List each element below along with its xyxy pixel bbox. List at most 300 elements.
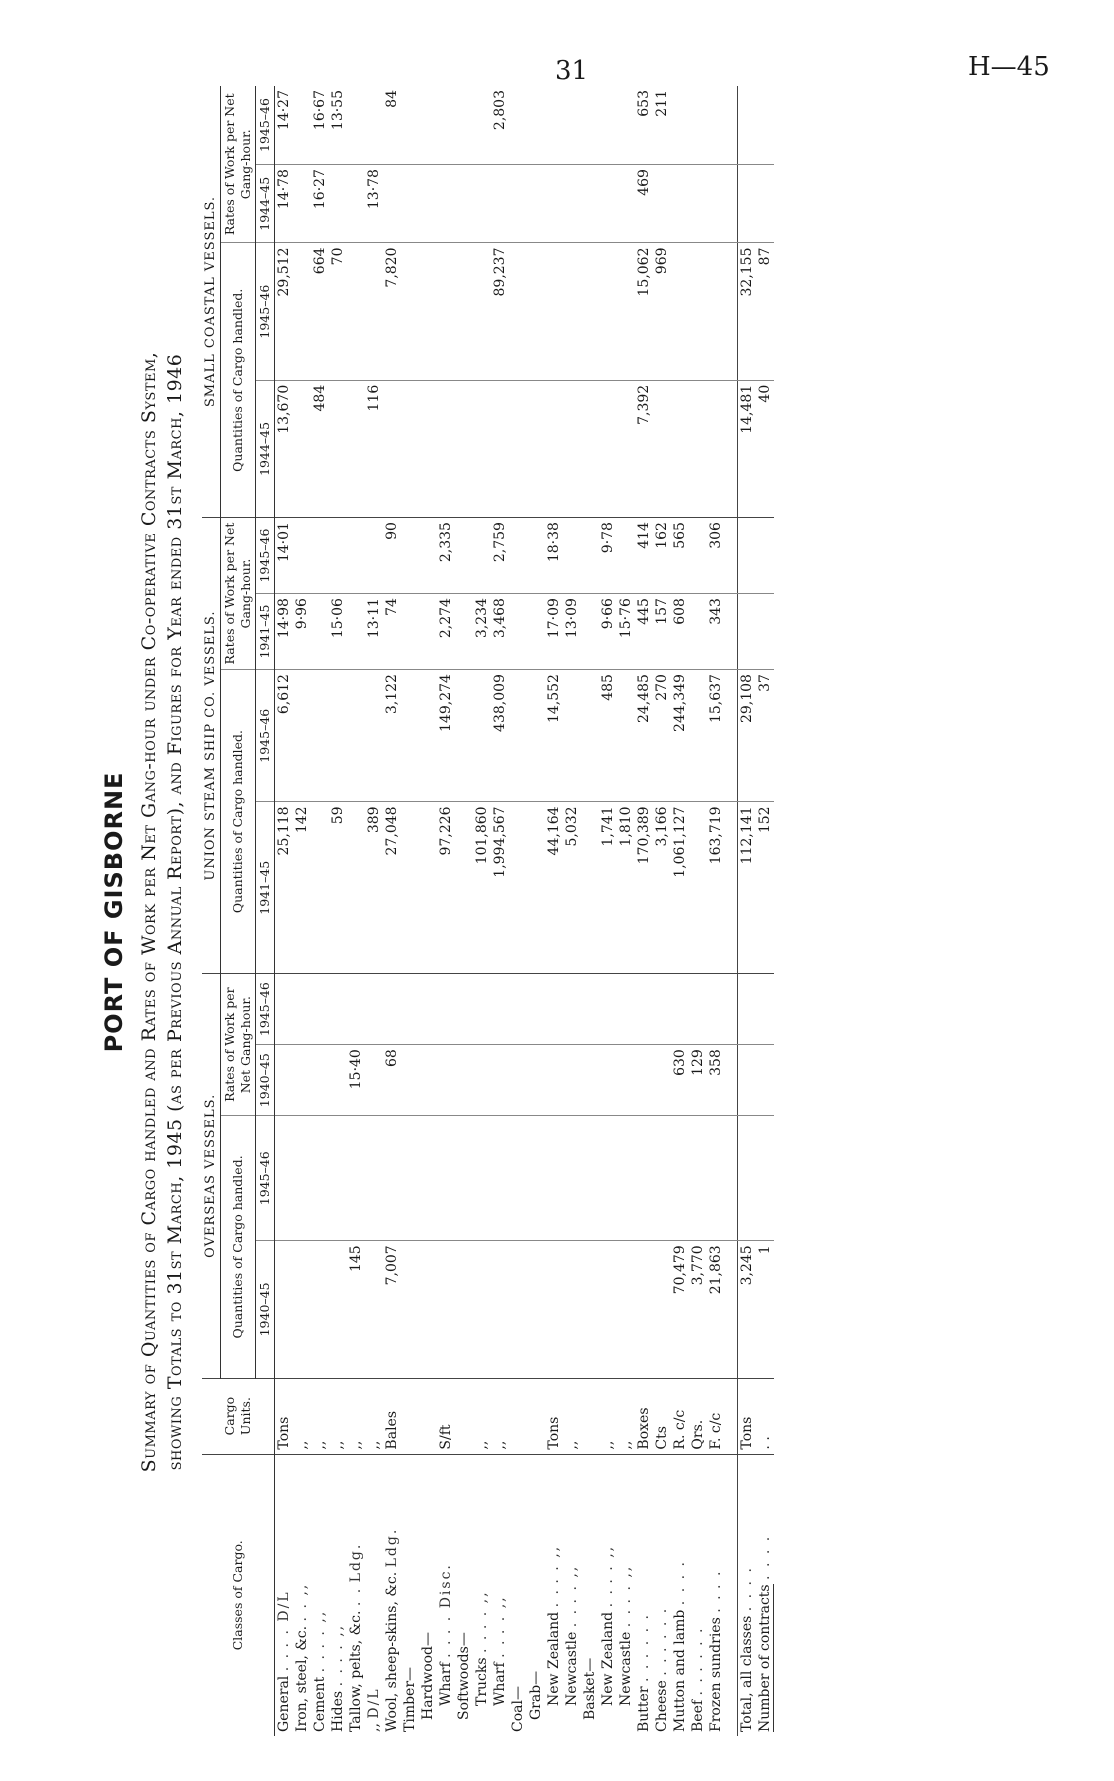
- value-cell: [563, 518, 581, 594]
- handling-mode: . . ,,: [474, 1590, 490, 1630]
- header-year: 1945–46: [256, 974, 275, 1045]
- value-cell: 18·38: [545, 518, 563, 594]
- leader-dots: . .: [276, 1651, 292, 1672]
- value-cell: [671, 1116, 689, 1241]
- value-cell: [689, 1116, 707, 1241]
- value-cell: [671, 165, 689, 243]
- cargo-unit: [581, 1378, 599, 1454]
- cargo-class-cell: [545, 1454, 563, 1736]
- cargo-unit: S/ft: [437, 1378, 455, 1454]
- table-row: [473, 86, 491, 1736]
- cargo-class-cell: [383, 1454, 401, 1736]
- value-cell: [563, 1045, 581, 1116]
- cargo-class-label: Total, all classes: [739, 1615, 755, 1732]
- value-cell: 37: [756, 670, 774, 802]
- cargo-class-label: Wool, sheep-skins, &c.: [384, 1571, 400, 1732]
- value-cell: [347, 1116, 365, 1241]
- table-row: [383, 86, 401, 1736]
- cargo-class-cell: [635, 1454, 653, 1736]
- cargo-unit: ,,: [365, 1378, 383, 1454]
- cargo-unit: Boxes: [635, 1378, 653, 1454]
- value-cell: [401, 594, 419, 670]
- header-year: 1945–46: [256, 1116, 275, 1241]
- cargo-class-cell: [509, 1454, 527, 1736]
- value-cell: [581, 670, 599, 802]
- value-cell: [509, 670, 527, 802]
- cargo-class-label: Cheese: [654, 1680, 670, 1732]
- table-row: [689, 86, 707, 1736]
- table-row: [756, 86, 774, 1736]
- value-cell: 116: [365, 380, 383, 517]
- value-cell: [347, 802, 365, 974]
- value-cell: 129: [689, 1045, 707, 1116]
- value-cell: 14·27: [275, 86, 294, 165]
- value-cell: [689, 243, 707, 380]
- value-cell: [545, 380, 563, 517]
- value-cell: [756, 594, 774, 670]
- value-cell: 17·09: [545, 594, 563, 670]
- cargo-class-cell: [738, 1454, 757, 1736]
- value-cell: [581, 243, 599, 380]
- value-cell: 27,048: [383, 802, 401, 974]
- value-cell: [401, 1045, 419, 1116]
- value-cell: [689, 380, 707, 517]
- value-cell: 74: [383, 594, 401, 670]
- value-cell: [473, 974, 491, 1045]
- value-cell: [707, 380, 725, 517]
- value-cell: [365, 670, 383, 802]
- cargo-class-cell: [437, 1454, 455, 1736]
- value-cell: [455, 380, 473, 517]
- header-year: 1945–46: [256, 518, 275, 594]
- value-cell: 3,234: [473, 594, 491, 670]
- value-cell: [293, 974, 311, 1045]
- value-cell: [653, 380, 671, 517]
- table-row: [653, 86, 671, 1736]
- value-cell: [401, 670, 419, 802]
- handling-mode: . .: [708, 1569, 724, 1589]
- value-cell: 44,164: [545, 802, 563, 974]
- value-cell: [347, 974, 365, 1045]
- value-cell: 3,122: [383, 670, 401, 802]
- value-cell: [738, 594, 757, 670]
- value-cell: [401, 802, 419, 974]
- value-cell: [437, 243, 455, 380]
- cargo-unit: ,,: [347, 1378, 365, 1454]
- value-cell: [689, 86, 707, 165]
- value-cell: 664: [311, 243, 329, 380]
- cargo-class-label: Tallow, pelts, &c.: [348, 1610, 364, 1732]
- table-row: [311, 86, 329, 1736]
- value-cell: [581, 165, 599, 243]
- value-cell: 90: [383, 518, 401, 594]
- handling-mode: . . Disc.: [438, 1563, 454, 1635]
- header-year: 1941–45: [256, 802, 275, 974]
- value-cell: 630: [671, 1045, 689, 1116]
- value-cell: 13,670: [275, 380, 294, 517]
- value-cell: [293, 165, 311, 243]
- rotated-table-region: [100, 82, 1060, 1742]
- cargo-summary-table: [202, 86, 774, 1736]
- value-cell: 2,335: [437, 518, 455, 594]
- handling-mode: . . . .: [654, 1606, 670, 1652]
- cargo-class-label: Hardwood—: [420, 1631, 436, 1720]
- value-cell: 3,166: [653, 802, 671, 974]
- table-row: [545, 86, 563, 1736]
- value-cell: [329, 518, 347, 594]
- cargo-class-cell: [293, 1454, 311, 1736]
- cargo-class-cell: [275, 1454, 294, 1736]
- value-cell: 70,479: [671, 1241, 689, 1378]
- value-cell: [563, 1241, 581, 1378]
- value-cell: [347, 518, 365, 594]
- value-cell: [635, 1116, 653, 1241]
- header-year: 1940–45: [256, 1241, 275, 1378]
- value-cell: [581, 86, 599, 165]
- table-row: [437, 86, 455, 1736]
- value-cell: [455, 670, 473, 802]
- value-cell: [455, 518, 473, 594]
- value-cell: [473, 1116, 491, 1241]
- value-cell: [437, 1241, 455, 1378]
- value-cell: 14·78: [275, 165, 294, 243]
- value-cell: [617, 165, 635, 243]
- value-cell: 2,274: [437, 594, 455, 670]
- cargo-class-label: Wharf: [438, 1662, 454, 1706]
- value-cell: [437, 165, 455, 243]
- value-cell: 484: [311, 380, 329, 517]
- value-cell: [329, 974, 347, 1045]
- value-cell: [311, 1045, 329, 1116]
- table-row: [617, 86, 635, 1736]
- table-row: [581, 86, 599, 1736]
- value-cell: 3,245: [738, 1241, 757, 1378]
- table-row: [527, 86, 545, 1736]
- value-cell: [689, 594, 707, 670]
- leader-dots: . .: [492, 1638, 508, 1658]
- table-row: [599, 86, 617, 1736]
- value-cell: 24,485: [635, 670, 653, 802]
- value-cell: 14·01: [275, 518, 294, 594]
- value-cell: [527, 802, 545, 974]
- value-cell: 3,770: [689, 1241, 707, 1378]
- value-cell: 1,810: [617, 802, 635, 974]
- header-rate: Rates of Work per Net Gang-hour.: [221, 518, 256, 670]
- value-cell: [689, 165, 707, 243]
- value-cell: [509, 380, 527, 517]
- value-cell: [707, 974, 725, 1045]
- value-cell: [599, 380, 617, 517]
- value-cell: [563, 165, 581, 243]
- value-cell: [329, 1045, 347, 1116]
- cargo-class-cell: [671, 1454, 689, 1736]
- value-cell: [437, 86, 455, 165]
- cargo-unit: ,,: [617, 1378, 635, 1454]
- value-cell: 1,741: [599, 802, 617, 974]
- value-cell: [473, 380, 491, 517]
- value-cell: [563, 1116, 581, 1241]
- value-cell: [365, 1045, 383, 1116]
- cargo-class-label: Cement: [312, 1676, 328, 1732]
- value-cell: [293, 1045, 311, 1116]
- value-cell: [329, 670, 347, 802]
- leader-dots: . .: [690, 1676, 706, 1696]
- value-cell: 358: [707, 1045, 725, 1116]
- header-qty: Quantities of Cargo handled.: [221, 670, 256, 974]
- value-cell: 162: [653, 518, 671, 594]
- value-cell: [437, 1116, 455, 1241]
- value-cell: 40: [756, 380, 774, 517]
- value-cell: [599, 1241, 617, 1378]
- value-cell: [738, 165, 757, 243]
- header-year: 1944–45: [256, 165, 275, 243]
- table-row: [293, 86, 311, 1736]
- cargo-class-label: Softwoods—: [456, 1632, 472, 1720]
- value-cell: [599, 165, 617, 243]
- value-cell: [293, 86, 311, 165]
- value-cell: [275, 1116, 294, 1241]
- value-cell: [419, 86, 437, 165]
- table-row: [275, 86, 294, 1736]
- value-cell: 84: [383, 86, 401, 165]
- value-cell: [599, 243, 617, 380]
- value-cell: [617, 1045, 635, 1116]
- value-cell: [491, 974, 509, 1045]
- value-cell: [419, 802, 437, 974]
- handling-mode: . . ,,: [294, 1582, 310, 1622]
- value-cell: [347, 243, 365, 380]
- cargo-class-cell: [419, 1454, 437, 1736]
- cargo-unit: [419, 1378, 437, 1454]
- cargo-unit: Tons: [545, 1378, 563, 1454]
- cargo-class-label: Basket—: [582, 1657, 598, 1720]
- value-cell: [455, 1045, 473, 1116]
- value-cell: 485: [599, 670, 617, 802]
- cargo-class-label: Hides: [330, 1690, 346, 1732]
- value-cell: [527, 1116, 545, 1241]
- value-cell: [311, 518, 329, 594]
- value-cell: [599, 1116, 617, 1241]
- value-cell: [617, 518, 635, 594]
- value-cell: [509, 594, 527, 670]
- value-cell: [311, 670, 329, 802]
- leader-dots: . .: [618, 1607, 634, 1628]
- value-cell: 142: [293, 802, 311, 974]
- value-cell: [455, 974, 473, 1045]
- table-row: [455, 86, 473, 1736]
- header-year: 1941–45: [256, 594, 275, 670]
- header-units: Cargo Units.: [202, 1378, 275, 1454]
- value-cell: 170,389: [635, 802, 653, 974]
- handling-mode: D/L: [366, 1687, 382, 1719]
- leader-dots: . .: [474, 1633, 490, 1653]
- page-number: 31: [555, 56, 589, 86]
- header-coastal: SMALL COASTAL VESSELS.: [202, 86, 221, 518]
- cargo-class-cell: [599, 1454, 617, 1736]
- value-cell: [419, 1241, 437, 1378]
- value-cell: [455, 243, 473, 380]
- value-cell: [617, 86, 635, 165]
- cargo-class-cell: [401, 1454, 419, 1736]
- value-cell: 15,062: [635, 243, 653, 380]
- cargo-class-cell: [527, 1454, 545, 1736]
- value-cell: [419, 380, 437, 517]
- value-cell: 7,820: [383, 243, 401, 380]
- value-cell: [491, 1241, 509, 1378]
- value-cell: [527, 165, 545, 243]
- value-cell: 149,274: [437, 670, 455, 802]
- value-cell: [581, 974, 599, 1045]
- value-cell: 112,141: [738, 802, 757, 974]
- value-cell: 16·27: [311, 165, 329, 243]
- cargo-unit: [527, 1378, 545, 1454]
- value-cell: [509, 86, 527, 165]
- value-cell: [707, 165, 725, 243]
- handling-mode: . . ,,: [330, 1623, 346, 1663]
- page-title: PORT OF GISBORNE: [100, 771, 128, 1053]
- handling-mode: . . . .: [672, 1560, 688, 1606]
- value-cell: [293, 518, 311, 594]
- cargo-class-cell: [329, 1454, 347, 1736]
- leader-dots: . .: [564, 1607, 580, 1628]
- value-cell: [689, 670, 707, 802]
- value-cell: 15·06: [329, 594, 347, 670]
- value-cell: [401, 380, 419, 517]
- value-cell: [545, 1045, 563, 1116]
- cargo-class-cell: [347, 1454, 365, 1736]
- leader-dots: . .: [546, 1588, 562, 1608]
- value-cell: 101,860: [473, 802, 491, 974]
- header-year: 1945–46: [256, 670, 275, 802]
- value-cell: [419, 974, 437, 1045]
- value-cell: [455, 1116, 473, 1241]
- value-cell: [491, 1045, 509, 1116]
- cargo-unit: Qrs.: [689, 1378, 707, 1454]
- value-cell: [347, 86, 365, 165]
- value-cell: [599, 86, 617, 165]
- value-cell: [419, 1116, 437, 1241]
- value-cell: [509, 518, 527, 594]
- cargo-class-label: Butter: [636, 1686, 652, 1732]
- value-cell: 70: [329, 243, 347, 380]
- value-cell: [599, 974, 617, 1045]
- value-cell: 438,009: [491, 670, 509, 802]
- table-row: [738, 86, 757, 1736]
- cargo-unit: ,,: [311, 1378, 329, 1454]
- cargo-class-label: Iron, steel, &c.: [294, 1625, 310, 1732]
- value-cell: [653, 1116, 671, 1241]
- value-cell: 653: [635, 86, 653, 165]
- value-cell: 14,552: [545, 670, 563, 802]
- handling-mode: . . . .: [690, 1626, 706, 1672]
- cargo-class-label: Timber—: [402, 1666, 418, 1732]
- leader-dots: . . . .: [739, 1566, 755, 1612]
- leader-dots: . .: [438, 1638, 454, 1658]
- cargo-class-cell: [689, 1454, 707, 1736]
- value-cell: [756, 1045, 774, 1116]
- value-cell: [311, 1116, 329, 1241]
- value-cell: 1: [756, 1241, 774, 1378]
- value-cell: [509, 802, 527, 974]
- table-row: [347, 86, 365, 1736]
- value-cell: [545, 974, 563, 1045]
- value-cell: 13·78: [365, 165, 383, 243]
- cargo-class-cell: [365, 1454, 383, 1736]
- handling-mode: . . ,,: [618, 1564, 634, 1604]
- value-cell: 14·98: [275, 594, 294, 670]
- value-cell: [756, 165, 774, 243]
- value-cell: [401, 974, 419, 1045]
- value-cell: [365, 974, 383, 1045]
- value-cell: 414: [635, 518, 653, 594]
- value-cell: 3,468: [491, 594, 509, 670]
- value-cell: 343: [707, 594, 725, 670]
- value-cell: [545, 243, 563, 380]
- value-cell: [617, 1241, 635, 1378]
- value-cell: [545, 165, 563, 243]
- value-cell: [401, 518, 419, 594]
- value-cell: 306: [707, 518, 725, 594]
- header-qty: Quantities of Cargo handled.: [221, 243, 256, 518]
- value-cell: 389: [365, 802, 383, 974]
- value-cell: [581, 1045, 599, 1116]
- table-row: [671, 86, 689, 1736]
- value-cell: [437, 1045, 455, 1116]
- value-cell: [383, 974, 401, 1045]
- value-cell: [653, 1241, 671, 1378]
- value-cell: [419, 594, 437, 670]
- cargo-class-cell: [707, 1454, 725, 1736]
- value-cell: [437, 974, 455, 1045]
- value-cell: [491, 380, 509, 517]
- value-cell: [365, 86, 383, 165]
- value-cell: [671, 974, 689, 1045]
- value-cell: [419, 165, 437, 243]
- cargo-class-label: Mutton and lamb: [672, 1609, 688, 1732]
- value-cell: [473, 165, 491, 243]
- value-cell: [653, 974, 671, 1045]
- table-row: [707, 86, 725, 1736]
- value-cell: [401, 86, 419, 165]
- value-cell: [756, 518, 774, 594]
- subtitle-line-1: Summary of Quantities of Cargo handled and Rates of Work per Net Gang-hour under Co-operative Contracts System,: [138, 351, 160, 1473]
- value-cell: [473, 1045, 491, 1116]
- value-cell: [473, 86, 491, 165]
- value-cell: 89,237: [491, 243, 509, 380]
- value-cell: [347, 165, 365, 243]
- cargo-unit: R. c/c: [671, 1378, 689, 1454]
- value-cell: [671, 243, 689, 380]
- value-cell: 7,392: [635, 380, 653, 517]
- value-cell: 969: [653, 243, 671, 380]
- value-cell: [756, 86, 774, 165]
- value-cell: 2,803: [491, 86, 509, 165]
- value-cell: 13·55: [329, 86, 347, 165]
- table-row: [419, 86, 437, 1736]
- cargo-class-cell: [581, 1454, 599, 1736]
- document-id: H—45: [968, 52, 1050, 82]
- cargo-unit: ,,: [293, 1378, 311, 1454]
- value-cell: [563, 380, 581, 517]
- leader-dots: . .: [600, 1588, 616, 1608]
- value-cell: [275, 1241, 294, 1378]
- value-cell: [738, 1045, 757, 1116]
- handling-mode: Ldg.: [384, 1527, 400, 1568]
- cargo-class-label: General: [276, 1675, 292, 1732]
- handling-mode: Ldg.: [348, 1542, 364, 1583]
- value-cell: [491, 1116, 509, 1241]
- value-cell: 270: [653, 670, 671, 802]
